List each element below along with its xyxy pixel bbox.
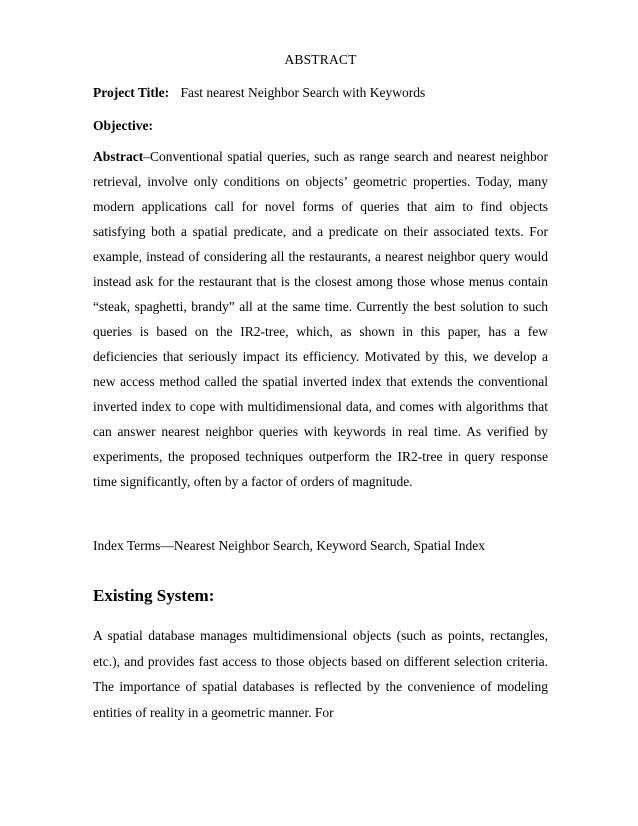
abstract-heading: ABSTRACT [284,52,357,67]
existing-system-paragraph: A spatial database manages multidimensional objects (such as points, rectangles, etc.), and provides fast access to those objects based on different selection criteria. The importance of spatial databases is reflected by the convenience of modeling entities of reality in a geometric manner. For [93,628,548,720]
project-title-text: Fast nearest Neighbor Search with Keywords [180,85,426,100]
objective-label: Objective: [93,118,153,133]
abstract-paragraph [93,144,548,494]
index-terms: Index Terms—Nearest Neighbor Search, Keyword Search, Spatial Index [93,538,486,553]
abstract-text: –Conventional spatial queries, such as range search and nearest neighbor retrieval, involve only conditions on objects’ geometric properties. Today, many modern applications call for novel forms of queries that aim to find objects satisfying both a spatial predicate, and a predicate on their associated texts. For example, instead of considering all the restaurants, a nearest neighbor query would instead ask for the restaurant that is the closest among those whose menus contain “steak, spaghetti, brandy” all at the same time. Currently the best solution to such queries is based on the IR2-tree, which, as shown in this paper, has a few deficiencies that seriously impact its efficiency. Motivated by this, we develop a new access method called the spatial inverted index that extends the conventional inverted index to cope with multidimensional data, and comes with algorithms that can answer nearest neighbor queries with keywords in real time. As verified by experiments, the proposed techniques outperform the IR2-tree in query response time significantly, often by a factor of orders of magnitude. [93,149,548,489]
project-title-label: Project Title: [93,85,170,100]
abstract-lead: Abstract [93,149,144,164]
project-title-line [93,85,425,101]
existing-system-heading: Existing System: [93,586,215,605]
